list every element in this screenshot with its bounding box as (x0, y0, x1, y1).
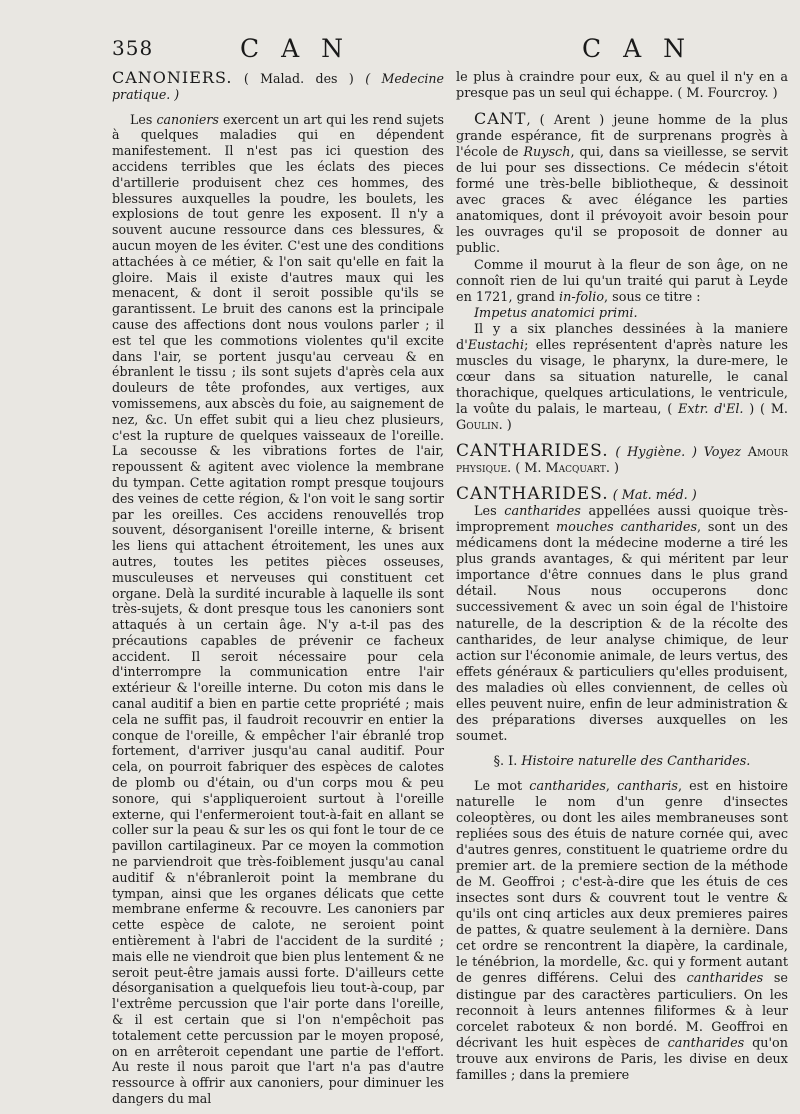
canoniers-continuation: le plus à craindre pour eux, & au quel il n'y en a presque pas un seul qui échappe. ( M. Fourcroy. ) (456, 70, 788, 102)
entry-cantharides-hygiene: CANTHARIDES. ( Hygiène. ) Voyez Amour physique. ( M. Macquart. ) (456, 441, 788, 477)
section-heading: §. I. Histoire naturelle des Cantharides. (493, 753, 751, 769)
running-head-right: C A N (582, 34, 692, 63)
entry-cant-paragraph-3: Il y a six planches dessinées à la maniere d'Eustachi; elles représentent d'après nature les muscles du visage, le pharynx, la dure-mere, le cœur dans sa situation naturelle, le canal thorachique, quelques articulations, le ventricule, la voûte du palais, le marteau, ( Extr. d'El. ) ( M. Goulin. ) (456, 321, 788, 433)
entry-cantharides-intro: Les cantharides appellées aussi quoique très-improprement mouches cantharides, sont un des médicamens dont la médecine moderne a tiré les plus grands avantages, & qui méritent par leur importance d'être connues dans le plus grand détail. Nous nous occuperons donc successivement & avec un soin égal de l'histoire naturelle, de la description & de la récolte des cantharides, de leur analyse chimique, de leur action sur l'économie animale, de leurs vertus, des effets généraux & particuliers qu'elles produisent, des maladies où elles conviennent, de celles où elles peuvent nuire, enfin de leur administration & des préparations diverses auxquelles on les soumet. (456, 504, 788, 744)
entry-heading-cantharides-mat-med: CANTHARIDES. ( Mat. méd. ) (456, 484, 697, 505)
book-title: Impetus anatomici primi. (474, 305, 638, 321)
left-column (112, 70, 444, 1107)
entry-cant: CANT, ( Arent ) jeune homme de la plus grande espérance, fit de surprenans progrès à l'école de Ruysch, qui, dans sa vieillesse, se servit de lui pour ses dissections. Ce médecin s'étoit formé une très-belle bibliotheque, & dessinoit avec graces & avec élégance les parties anatomiques, dont il prévoyoit avoir besoin pour les ouvrages qu'il se proposoit de donner au public. (456, 109, 788, 257)
entry-cant-paragraph-2: Comme il mourut à la fleur de son âge, on ne connoît rien de lui qu'un traité qui parut à Leyde en 1721, grand in-folio, sous ce titre : (456, 257, 788, 305)
running-head-left: C A N (240, 34, 350, 63)
entry-heading-canoniers: CANONIERS. ( Malad. des ) ( Medecine pratique. ) (112, 68, 444, 102)
right-column (456, 70, 788, 1084)
entry-body-canoniers: Les canoniers exercent un art qui les rend sujets à quelques maladies qui en dépendent manifestement. Il n'est pas ici question des accidens terribles que les éclats des pieces d'artillerie produisent chez ces hommes, des blessures auxquelles la poudre, les boulets, les explosions de tout genre les exposent. Il n'y a souvent aucune ressource dans ces blessures, & aucun moyen de les éviter. C'est une des conditions attachées à ce métier, & l'on sait qu'elle en fait la gloire. Mais il existe d'autres maux qui les menacent, & dont il seroit possible qu'ils se garantissent. Le bruit des canons est la principale cause des affections dont nous voulons parler ; il est tel que les commotions violentes qu'il excite dans l'air, se portent jusqu'au cerveau & en ébranlent le tissu ; ils sont sujets d'après cela aux douleurs de tête profondes, aux vertiges, aux vomissemens, aux abscès du foie, au saignement de nez, &c. Un effet subit qui a lieu chez plusieurs, c'est la rupture de quelques vaisseaux de l'oreille. La secousse & les vibrations fortes de l'air, repoussent & agitent avec violence la membrane du tympan. Cette agitation rompt presque toujours des veines de cette région, & l'on voit le sang sortir par les oreilles. Ces accidens renouvellés trop souvent, désorganisent l'oreille interne, & brisent les liens qui attachent étroitement, les unes aux autres, toutes les petites pièces osseuses, musculeuses et nerveuses qui constituent cet organe. Delà la surdité incurable à laquelle ils sont très-sujets, & dont presque tous les canoniers sont attaqués à un certain âge. N'y a-t-il pas des précautions capables de prévenir ce facheux accident. Il seroit nécessaire pour cela d'interrompre la communication entre l'air extérieur & l'oreille interne. Du coton mis dans le canal auditif a bien en partie cette propriété ; mais cela ne suffit pas, il faudroit recouvrir en entier la conque de l'oreille, & empêcher l'air ébranlé trop fortement, d'arriver jusqu'au canal auditif. Pour cela, on pourroit fabriquer des espèces de calotes de plomb ou d'étain, ou d'un corps mou & peu sonore, qui s'appliqueroient surtout à l'oreille externe, qui l'enfermeroient tout-à-fait en allant se coller sur la peau & sur les os qui font le tour de ce pavillon cartilagineux. Par ce moyen la commotion ne parviendroit que très-foiblement jusqu'au canal auditif & n'ébranleroit point la membrane du tympan, ainsi que les organes délicats que cette membrane enferme & recouvre. Les canoniers par cette espèce de calote, ne seroient point entièrement à l'abri de l'accident de la surdité ; mais elle ne viendroit que bien plus lentement & ne seroit peut-être jamais aussi forte. D'ailleurs cette désorganisation a quelquefois lieu tout-à-coup, par l'extrême percussion que l'air porte dans l'oreille, & il est certain que si l'on n'empêchoit pas totalement cette percussion par le moyen proposé, on en arrêteroit cependant une partie de l'effort. Au reste il nous paroit que l'art n'a pas d'autre ressource à offrir aux canoniers, pour diminuer les dangers du mal (112, 111, 444, 1106)
entry-cantharides-natural-history: Le mot cantharides, cantharis, est en histoire naturelle le nom d'un genre d'insectes coleoptères, ou dont les ailes membraneuses sont repliées sous des étuis de nature cornée qui, avec d'autres genres, constituent le quatrieme ordre du premier art. de la premiere section de la méthode de M. Geoffroi ; c'est-à-dire que les étuis de ces insectes sont durs & couvrent tout le ventre & qu'ils ont cinq articles aux deux premieres paires de pattes, & quatre seulement à la dernière. Dans cet ordre se rencontrent la diapère, la cardinale, le ténébrion, la mordelle, &c. qui y forment autant de genres différens. Celui des cantharides se distingue par des caractères particuliers. On les reconnoit à leurs antennes filiformes & à leur corcelet raboteux & non bordé. M. Geoffroi en décrivant les huit espèces de cantharides qu'on trouve aux environs de Paris, les divise en deux familles ; dans la premiere (456, 778, 788, 1083)
page-number: 358 (112, 36, 154, 60)
